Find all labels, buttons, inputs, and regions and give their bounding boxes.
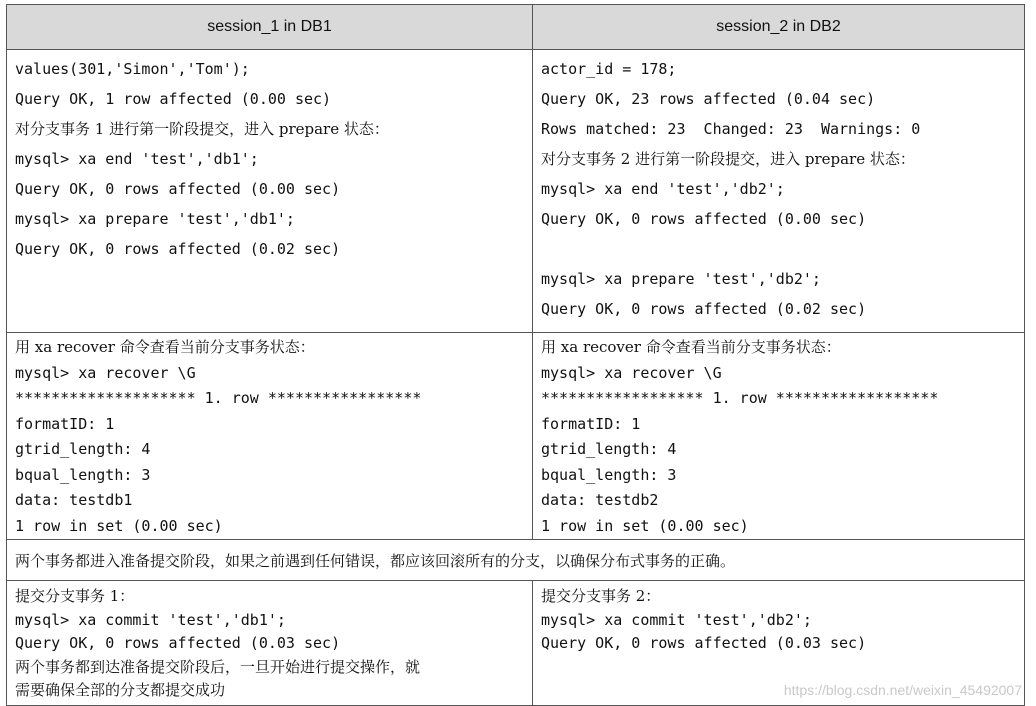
text-line: mysql> xa commit 'test','db1';: [15, 610, 286, 629]
text-line: mysql> xa commit 'test','db2';: [541, 610, 812, 629]
text-line: Query OK, 0 rows affected (0.03 sec): [15, 634, 341, 652]
text-line: gtrid_length: 4: [15, 440, 151, 458]
header-session-2: session_2 in DB2: [533, 5, 1025, 50]
text-line: data: testdb1: [15, 491, 133, 509]
recover-row: [7, 333, 1025, 540]
text-line: gtrid_length: 4: [541, 440, 677, 458]
note-row: [7, 540, 1025, 581]
text-line: 对分支事务 1 进行第一阶段提交，进入 prepare 状态：: [15, 120, 389, 138]
watermark-text: https://blog.csdn.net/weixin_45492007: [783, 682, 1022, 698]
text-line: Query OK, 0 rows affected (0.00 sec): [15, 180, 341, 198]
text-line: Query OK, 0 rows affected (0.02 sec): [15, 240, 341, 258]
text-line: mysql> xa recover \G: [541, 363, 722, 382]
xa-transaction-table: [6, 4, 1025, 706]
text-line: 对分支事务 2 进行第一阶段提交，进入 prepare 状态：: [541, 150, 915, 168]
text-line: data: testdb2: [541, 491, 659, 509]
text-line: [541, 234, 1016, 264]
text-line: bqual_length: 3: [541, 465, 677, 484]
header-row: [7, 5, 1025, 50]
recover-cell-db2: [533, 333, 1025, 540]
text-line: ******************** 1. row *****************: [15, 389, 422, 407]
text-line: formatID: 1: [541, 414, 641, 433]
text-line: 用 xa recover 命令查看当前分支事务状态：: [541, 338, 841, 356]
text-line: mysql> xa end 'test','db1';: [15, 150, 259, 168]
text-line: actor_id = 178;: [541, 60, 677, 78]
text-line: Rows matched: 23 Changed: 23 Warnings: 0: [541, 120, 921, 138]
text-line: 提交分支事务 1：: [15, 587, 135, 605]
text-line: mysql> xa prepare 'test','db1';: [15, 210, 295, 228]
text-line: Query OK, 1 row affected (0.00 sec): [15, 90, 332, 108]
note-cell: 两个事务都进入准备提交阶段，如果之前遇到任何错误，都应该回滚所有的分支，以确保分布式事务的正确。: [7, 540, 1025, 581]
text-line: mysql> xa recover \G: [15, 363, 196, 382]
prepare-row: [7, 50, 1025, 333]
text-line: mysql> xa prepare 'test','db2';: [541, 270, 821, 288]
text-line: Query OK, 0 rows affected (0.00 sec): [541, 210, 867, 228]
prepare-cell-db2: [533, 50, 1025, 333]
text-line: values(301,'Simon','Tom');: [15, 60, 250, 78]
text-line: mysql> xa end 'test','db2';: [541, 180, 785, 198]
prepare-cell-db1: [7, 50, 533, 333]
text-line: 需要确保全部的分支都提交成功: [15, 681, 226, 699]
text-line: 1 row in set (0.00 sec): [541, 516, 749, 535]
text-line: Query OK, 0 rows affected (0.02 sec): [541, 300, 867, 318]
xa-transaction-table-sheet: [6, 4, 1024, 704]
header-session-1: session_1 in DB1: [7, 5, 533, 50]
text-line: 1 row in set (0.00 sec): [15, 516, 223, 535]
text-line: formatID: 1: [15, 414, 115, 433]
text-line: Query OK, 0 rows affected (0.03 sec): [541, 634, 867, 652]
commit-cell-db1: [7, 581, 533, 706]
text-line: Query OK, 23 rows affected (0.04 sec): [541, 90, 876, 108]
text-line: 用 xa recover 命令查看当前分支事务状态：: [15, 338, 315, 356]
text-line: ****************** 1. row ******************: [541, 389, 939, 407]
text-line: 提交分支事务 2：: [541, 587, 661, 605]
recover-cell-db1: [7, 333, 533, 540]
text-line: 两个事务都到达准备提交阶段后，一旦开始进行提交操作，就: [15, 657, 421, 676]
text-line: bqual_length: 3: [15, 465, 151, 484]
